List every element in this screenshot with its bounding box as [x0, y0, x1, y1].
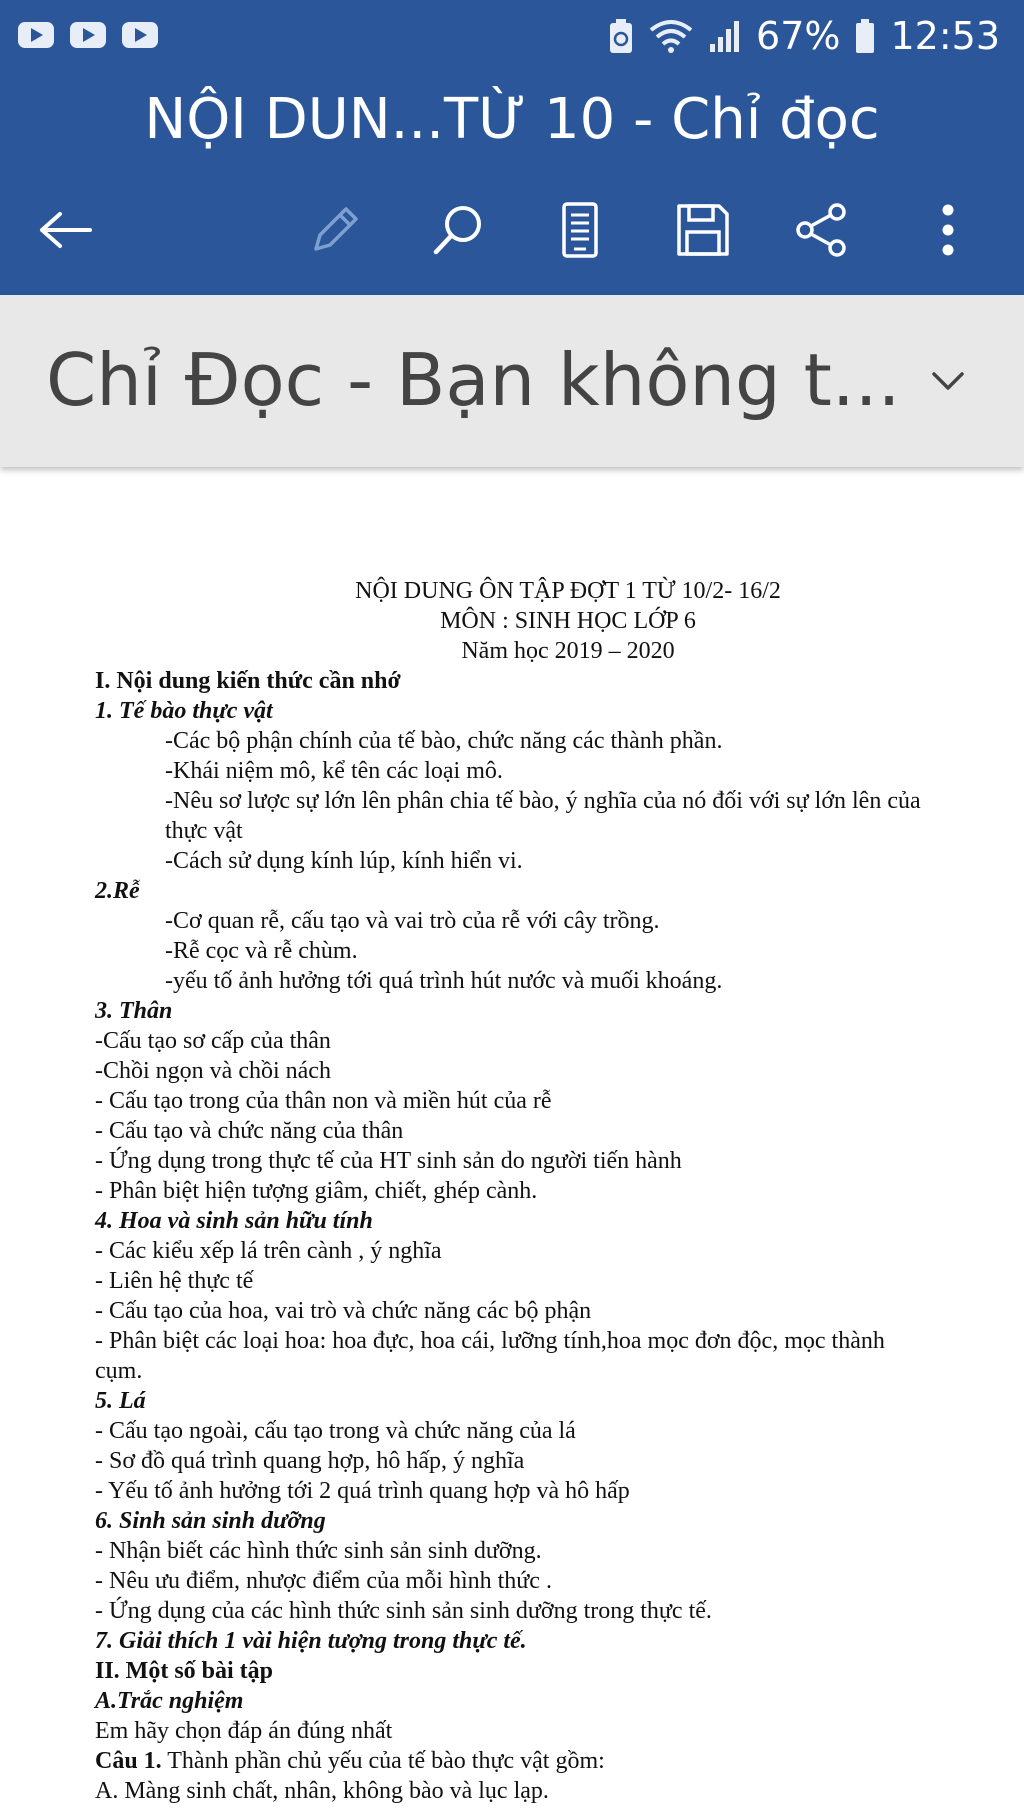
list-item: -Nêu sơ lược sự lớn lên phân chia tế bào, ý nghĩa của nó đối với sự lớn lên của: [165, 788, 921, 814]
signal-icon: [708, 18, 742, 54]
list-item: - Các kiểu xếp lá trên cành , ý nghĩa: [95, 1238, 442, 1264]
doc-heading: NỘI DUNG ÔN TẬP ĐỢT 1 TỪ 10/2- 16/2: [355, 578, 781, 604]
instruction-text: Em hãy chọn đáp án đúng nhất: [95, 1718, 393, 1744]
list-item: - Ứng dụng của các hình thức sinh sản sinh dưỡng trong thực tế.: [95, 1598, 712, 1624]
search-button[interactable]: [418, 190, 498, 270]
list-item: - Phân biệt hiện tượng giâm, chiết, ghép cành.: [95, 1178, 538, 1204]
battery-icon: [854, 18, 876, 54]
banner-expand-button[interactable]: [928, 362, 968, 407]
mobile-view-icon: [560, 201, 600, 259]
pencil-icon: [308, 203, 362, 257]
toolbar: [0, 190, 1024, 270]
youtube-notification-icon: [70, 22, 106, 48]
more-options-button[interactable]: [908, 190, 988, 270]
list-item: -yếu tố ảnh hưởng tới quá trình hút nước và muối khoáng.: [165, 968, 723, 994]
mobile-view-button[interactable]: [540, 190, 620, 270]
save-icon: [675, 202, 731, 258]
youtube-notification-icon: [122, 22, 158, 48]
edit-button[interactable]: [295, 190, 375, 270]
battery-saver-icon: [608, 18, 634, 54]
more-vertical-icon: [938, 202, 958, 258]
share-button[interactable]: [782, 190, 862, 270]
list-item: - Nêu ưu điểm, nhược điểm của mỗi hình thức .: [95, 1568, 552, 1594]
answer-option: A. Màng sinh chất, nhân, không bào và lục lạp.: [95, 1778, 549, 1804]
topic-heading: 2.Rễ: [95, 878, 140, 904]
list-item: - Ứng dụng trong thực tế của HT sinh sản do người tiến hành: [95, 1148, 682, 1174]
search-icon: [430, 202, 486, 258]
list-item: - Cấu tạo ngoài, cấu tạo trong và chức năng của lá: [95, 1418, 576, 1444]
question-label: Câu 1.: [95, 1748, 162, 1774]
subsection-heading: A.Trắc nghiệm: [95, 1688, 244, 1714]
wifi-icon: [648, 18, 694, 54]
back-arrow-icon: [38, 210, 94, 250]
question-1: [95, 1746, 605, 1776]
save-button[interactable]: [663, 190, 743, 270]
list-item: cụm.: [95, 1358, 143, 1384]
youtube-notification-icon: [18, 22, 54, 48]
list-item: thực vật: [165, 818, 243, 844]
topic-heading: 3. Thân: [95, 998, 173, 1024]
document-title: NỘI DUN...TỪ 10 - Chỉ đọc: [144, 87, 880, 152]
clock: 12:53: [890, 14, 1000, 58]
read-only-message: Chỉ Đọc - Bạn không t...: [46, 338, 901, 422]
read-only-banner[interactable]: [0, 295, 1024, 467]
list-item: - Sơ đồ quá trình quang hợp, hô hấp, ý nghĩa: [95, 1448, 525, 1474]
topic-heading: 5. Lá: [95, 1388, 146, 1414]
list-item: -Cấu tạo sơ cấp của thân: [95, 1028, 331, 1054]
list-item: - Yếu tố ảnh hưởng tới 2 quá trình quang hợp và hô hấp: [95, 1478, 630, 1504]
topic-heading: 7. Giải thích 1 vài hiện tượng trong thực tế.: [95, 1628, 527, 1654]
topic-heading: 6. Sinh sản sinh dưỡng: [95, 1508, 326, 1534]
list-item: -Chồi ngọn và chồi nách: [95, 1058, 331, 1084]
back-button[interactable]: [26, 190, 106, 270]
list-item: -Cách sử dụng kính lúp, kính hiển vi.: [165, 848, 523, 874]
battery-percentage: 67%: [756, 14, 841, 58]
topic-heading: 1. Tế bào thực vật: [95, 698, 273, 724]
list-item: - Cấu tạo và chức năng của thân: [95, 1118, 404, 1144]
section-heading: II. Một số bài tập: [95, 1658, 274, 1684]
list-item: - Nhận biết các hình thức sinh sản sinh dưỡng.: [95, 1538, 542, 1564]
list-item: - Cấu tạo của hoa, vai trò và chức năng các bộ phận: [95, 1298, 592, 1324]
topic-heading: 4. Hoa và sinh sản hữu tính: [95, 1208, 373, 1234]
question-text: Thành phần chủ yếu của tế bào thực vật gồm:: [161, 1748, 605, 1774]
list-item: - Phân biệt các loại hoa: hoa đực, hoa cái, lưỡng tính,hoa mọc đơn độc, mọc thành: [95, 1328, 885, 1354]
list-item: - Liên hệ thực tế: [95, 1268, 254, 1294]
list-item: - Cấu tạo trong của thân non và miền hút của rễ: [95, 1088, 552, 1114]
app-bar: [0, 0, 1024, 295]
list-item: -Các bộ phận chính của tế bào, chức năng các thành phần.: [165, 728, 723, 754]
list-item: -Rễ cọc và rễ chùm.: [165, 938, 358, 964]
list-item: -Cơ quan rễ, cấu tạo và vai trò của rễ với cây trồng.: [165, 908, 660, 934]
doc-school-year: Năm học 2019 – 2020: [461, 638, 675, 664]
doc-subject: MÔN : SINH HỌC LỚP 6: [440, 608, 696, 634]
section-heading: I. Nội dung kiến thức cần nhớ: [95, 668, 401, 694]
list-item: -Khái niệm mô, kể tên các loại mô.: [165, 758, 503, 784]
share-icon: [795, 202, 849, 258]
document-canvas[interactable]: [0, 470, 1024, 1820]
chevron-down-icon: [928, 362, 968, 402]
status-bar: [0, 0, 1024, 72]
